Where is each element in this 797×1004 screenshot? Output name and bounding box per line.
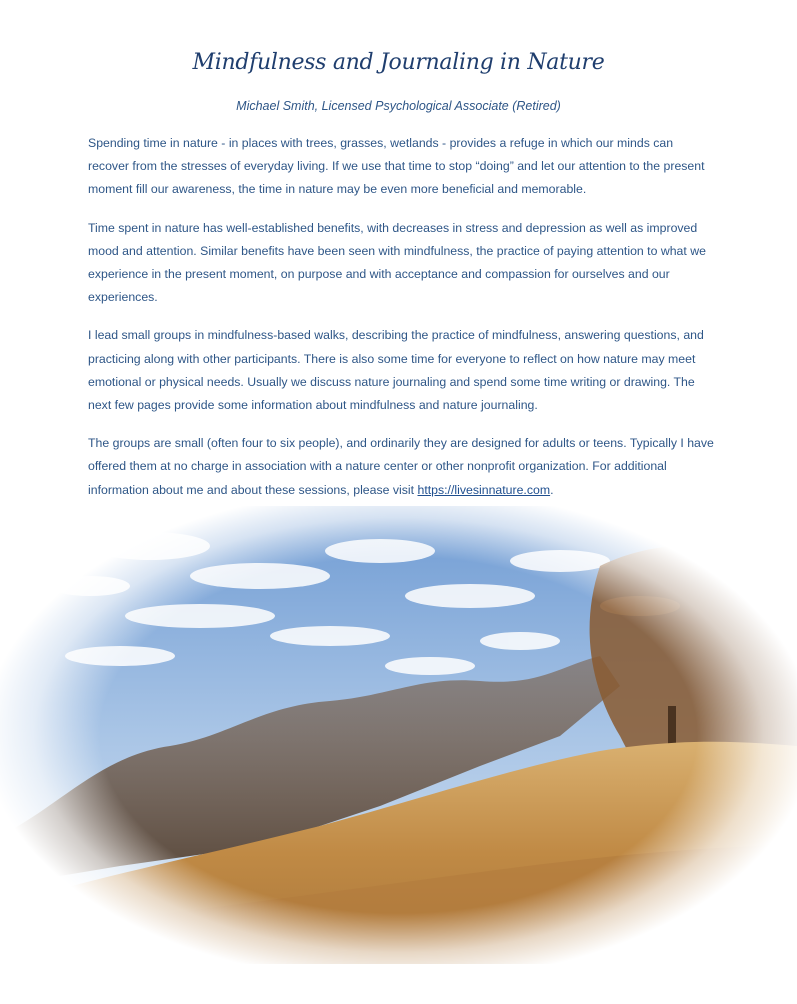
nature-photo (0, 506, 797, 964)
paragraph-4-end: . (550, 482, 554, 497)
page-title: Mindfulness and Journaling in Nature (192, 50, 605, 75)
author-byline: Michael Smith, Licensed Psychological Associate (Retired) (236, 99, 561, 113)
landscape-illustration (0, 506, 797, 964)
paragraph-3: I lead small groups in mindfulness-based walks, describing the practice of mindfulness, answering questions, and practicing along with other participants. There is also some time for everyone to reflect on how nature may meet emotional or physical needs. Usually we discuss nature journaling and spend some time writing or drawing. The next few pages provide some information about mindfulness and nature journaling. (88, 328, 704, 413)
body-text (88, 132, 714, 517)
paragraph-4 (88, 432, 714, 502)
paragraph-2: Time spent in nature has well-established benefits, with decreases in stress and depression as well as improved mood and attention. Similar benefits have been seen with mindfulness, the practice of paying attention to what we experience in the present moment, on purpose and with acceptance and compassion for ourselves and our experiences. (88, 220, 706, 305)
website-link[interactable]: https://livesinnature.com (417, 482, 551, 497)
paragraph-1: Spending time in nature - in places with trees, grasses, wetlands - provides a refuge in which our minds can recover from the stresses of everyday living. If we use that time to stop “doing” and let our attention to the present moment fill our awareness, the time in nature may be even more beneficial and memorable. (88, 136, 705, 197)
paragraph-4-text: The groups are small (often four to six people), and ordinarily they are designed for adults or teens. Typically I have offered them at no charge in association with a nature center or other nonprofit organization. For additional information about me and about these sessions, please visit (88, 436, 714, 497)
